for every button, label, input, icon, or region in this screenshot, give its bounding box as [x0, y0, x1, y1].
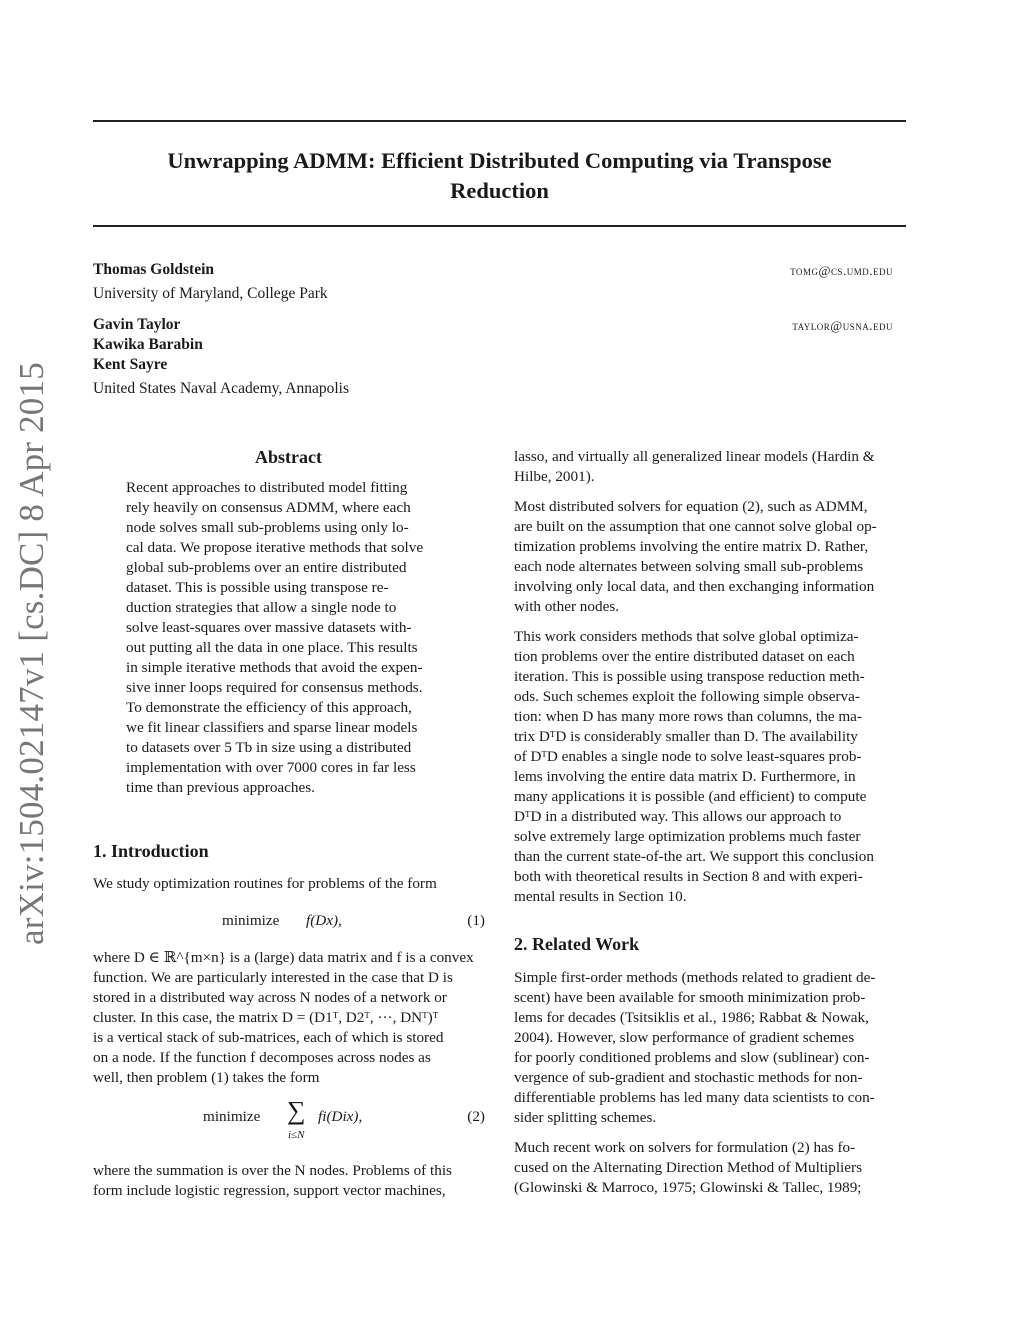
text-line: form include logistic regression, support vector machines,	[93, 1182, 446, 1199]
abstract-line: cal data. We propose iterative methods that solve	[126, 539, 424, 556]
text-line: tion: when D has many more rows than columns, the ma-	[514, 708, 862, 725]
text-line: lems involving the entire data matrix D. Furthermore, in	[514, 768, 856, 785]
arxiv-stamp: arXiv:1504.02147v1 [cs.DC] 8 Apr 2015	[12, 362, 51, 945]
text-line: vergence of sub-gradient and stochastic methods for non-	[514, 1069, 863, 1086]
abstract-line: in simple iterative methods that avoid the expen-	[126, 659, 423, 676]
paper-title-line-1: Unwrapping ADMM: Efficient Distributed Computing via Transpose	[167, 148, 832, 173]
text-line: scent) have been available for smooth minimization prob-	[514, 989, 866, 1006]
abstract-line: dataset. This is possible using transpose re-	[126, 579, 389, 596]
section-heading-related-work: 2. Related Work	[514, 934, 640, 954]
text-line: Most distributed solvers for equation (2), such as ADMM,	[514, 498, 868, 515]
equation-2-sum-subscript: i≤N	[288, 1129, 305, 1141]
text-line: ods. Such schemes exploit the following simple observa-	[514, 688, 860, 705]
text-line: sider splitting schemes.	[514, 1109, 657, 1126]
abstract-line: Recent approaches to distributed model fitting	[126, 479, 408, 496]
author-affiliation-1: University of Maryland, College Park	[93, 285, 328, 302]
section-heading-introduction: 1. Introduction	[93, 841, 209, 861]
right-paragraph-5	[514, 1138, 906, 1198]
text-line: is a vertical stack of sub-matrices, each of which is stored	[93, 1029, 444, 1046]
text-line: cluster. In this case, the matrix D = (D1ᵀ, D2ᵀ, ···, DNᵀ)ᵀ	[93, 1009, 439, 1026]
text-line: Simple first-order methods (methods related to gradient de-	[514, 969, 876, 986]
author-email-1[interactable]: tomg@cs.umd.edu	[790, 263, 893, 278]
text-line: where the summation is over the N nodes. Problems of this	[93, 1162, 452, 1179]
text-line: stored in a distributed way across N nodes of a network or	[93, 989, 447, 1006]
text-line: both with theoretical results in Section 8 and with experi-	[514, 868, 863, 885]
author-name-1: Thomas Goldstein	[93, 261, 215, 278]
abstract-line: global sub-problems over an entire distributed	[126, 559, 407, 576]
text-line: 2004). However, slow performance of gradient schemes	[514, 1029, 855, 1046]
text-line: We study optimization routines for problems of the form	[93, 875, 437, 892]
abstract-line: sive inner loops required for consensus methods.	[126, 679, 423, 696]
text-line: solve extremely large optimization problems much faster	[514, 828, 861, 845]
author-affiliation-2: United States Naval Academy, Annapolis	[93, 380, 349, 397]
right-paragraph-4	[514, 968, 906, 1128]
text-line: differentiable problems has led many data scientists to con-	[514, 1089, 875, 1106]
text-line: on a node. If the function f decomposes across nodes as	[93, 1049, 431, 1066]
abstract-heading: Abstract	[255, 447, 322, 467]
text-line: mental results in Section 10.	[514, 888, 687, 905]
intro-paragraph-1	[93, 874, 485, 894]
text-line: each node alternates between solving small sub-problems	[514, 558, 864, 575]
author-name-3: Kawika Barabin	[93, 336, 203, 353]
equation-1-number: (1)	[467, 912, 485, 929]
author-name-2: Gavin Taylor	[93, 316, 181, 333]
right-paragraph-1	[514, 447, 906, 487]
abstract-line: rely heavily on consensus ADMM, where each	[126, 499, 411, 516]
equation-1-rhs: f(Dx),	[306, 912, 342, 929]
text-line: function. We are particularly interested in the case that D is	[93, 969, 453, 986]
title-rule-bottom	[93, 225, 906, 227]
text-line: tion problems over the entire distributed dataset on each	[514, 648, 855, 665]
text-line: many applications it is possible (and efficient) to compute	[514, 788, 867, 805]
text-line: trix DᵀD is considerably smaller than D. The availability	[514, 728, 858, 745]
text-line: lasso, and virtually all generalized linear models (Hardin &	[514, 448, 875, 465]
paper-title-line-2: Reduction	[450, 178, 549, 203]
text-line: cused on the Alternating Direction Method of Multipliers	[514, 1159, 862, 1176]
author-email-2[interactable]: taylor@usna.edu	[792, 318, 893, 333]
right-paragraph-3	[514, 627, 906, 907]
text-line: lems for decades (Tsitsiklis et al., 1986; Rabbat & Nowak,	[514, 1009, 869, 1026]
abstract-line: out putting all the data in one place. This results	[126, 639, 418, 656]
abstract-line: duction strategies that allow a single node to	[126, 599, 397, 616]
text-line: where D ∈ ℝ^{m×n} is a (large) data matrix and f is a convex	[93, 949, 474, 966]
text-line: Hilbe, 2001).	[514, 468, 595, 485]
text-line: are built on the assumption that one cannot solve global op-	[514, 518, 877, 535]
abstract-line: time than previous approaches.	[126, 779, 315, 796]
text-line: Much recent work on solvers for formulation (2) has fo-	[514, 1139, 856, 1156]
text-line: involving only local data, and then exchanging information	[514, 578, 875, 595]
right-paragraph-2	[514, 497, 906, 617]
intro-paragraph-3	[93, 1161, 485, 1201]
abstract-line: we fit linear classifiers and sparse linear models	[126, 719, 418, 736]
equation-1-lhs: minimize	[222, 912, 280, 929]
abstract-line: implementation with over 7000 cores in far less	[126, 759, 416, 776]
text-line: for poorly conditioned problems and slow (sublinear) con-	[514, 1049, 870, 1066]
text-line: well, then problem (1) takes the form	[93, 1069, 320, 1086]
text-line: iteration. This is possible using transpose reduction meth-	[514, 668, 865, 685]
equation-2-rhs: fi(Dix),	[318, 1108, 363, 1125]
text-line: with other nodes.	[514, 598, 620, 615]
text-line: (Glowinski & Marroco, 1975; Glowinski & Tallec, 1989;	[514, 1179, 862, 1196]
text-line: than the current state-of-the art. We support this conclusion	[514, 848, 874, 865]
text-line: timization problems involving the entire matrix D. Rather,	[514, 538, 869, 555]
abstract-line: node solves small sub-problems using only lo-	[126, 519, 409, 536]
equation-2-number: (2)	[467, 1108, 485, 1125]
abstract-line: solve least-squares over massive datasets with-	[126, 619, 412, 636]
abstract-line: to datasets over 5 Tb in size using a distributed	[126, 739, 412, 756]
text-line: This work considers methods that solve global optimiza-	[514, 628, 859, 645]
title-rule-top	[93, 120, 906, 122]
text-line: of DᵀD enables a single node to solve least-squares prob-	[514, 748, 862, 765]
text-line: DᵀD in a distributed way. This allows our approach to	[514, 808, 842, 825]
equation-2-lhs: minimize	[203, 1108, 261, 1125]
abstract-body	[126, 478, 451, 798]
intro-paragraph-2	[93, 948, 485, 1088]
author-name-4: Kent Sayre	[93, 356, 168, 373]
equation-2-sum-symbol: ∑	[287, 1096, 306, 1125]
abstract-line: To demonstrate the efficiency of this approach,	[126, 699, 412, 716]
